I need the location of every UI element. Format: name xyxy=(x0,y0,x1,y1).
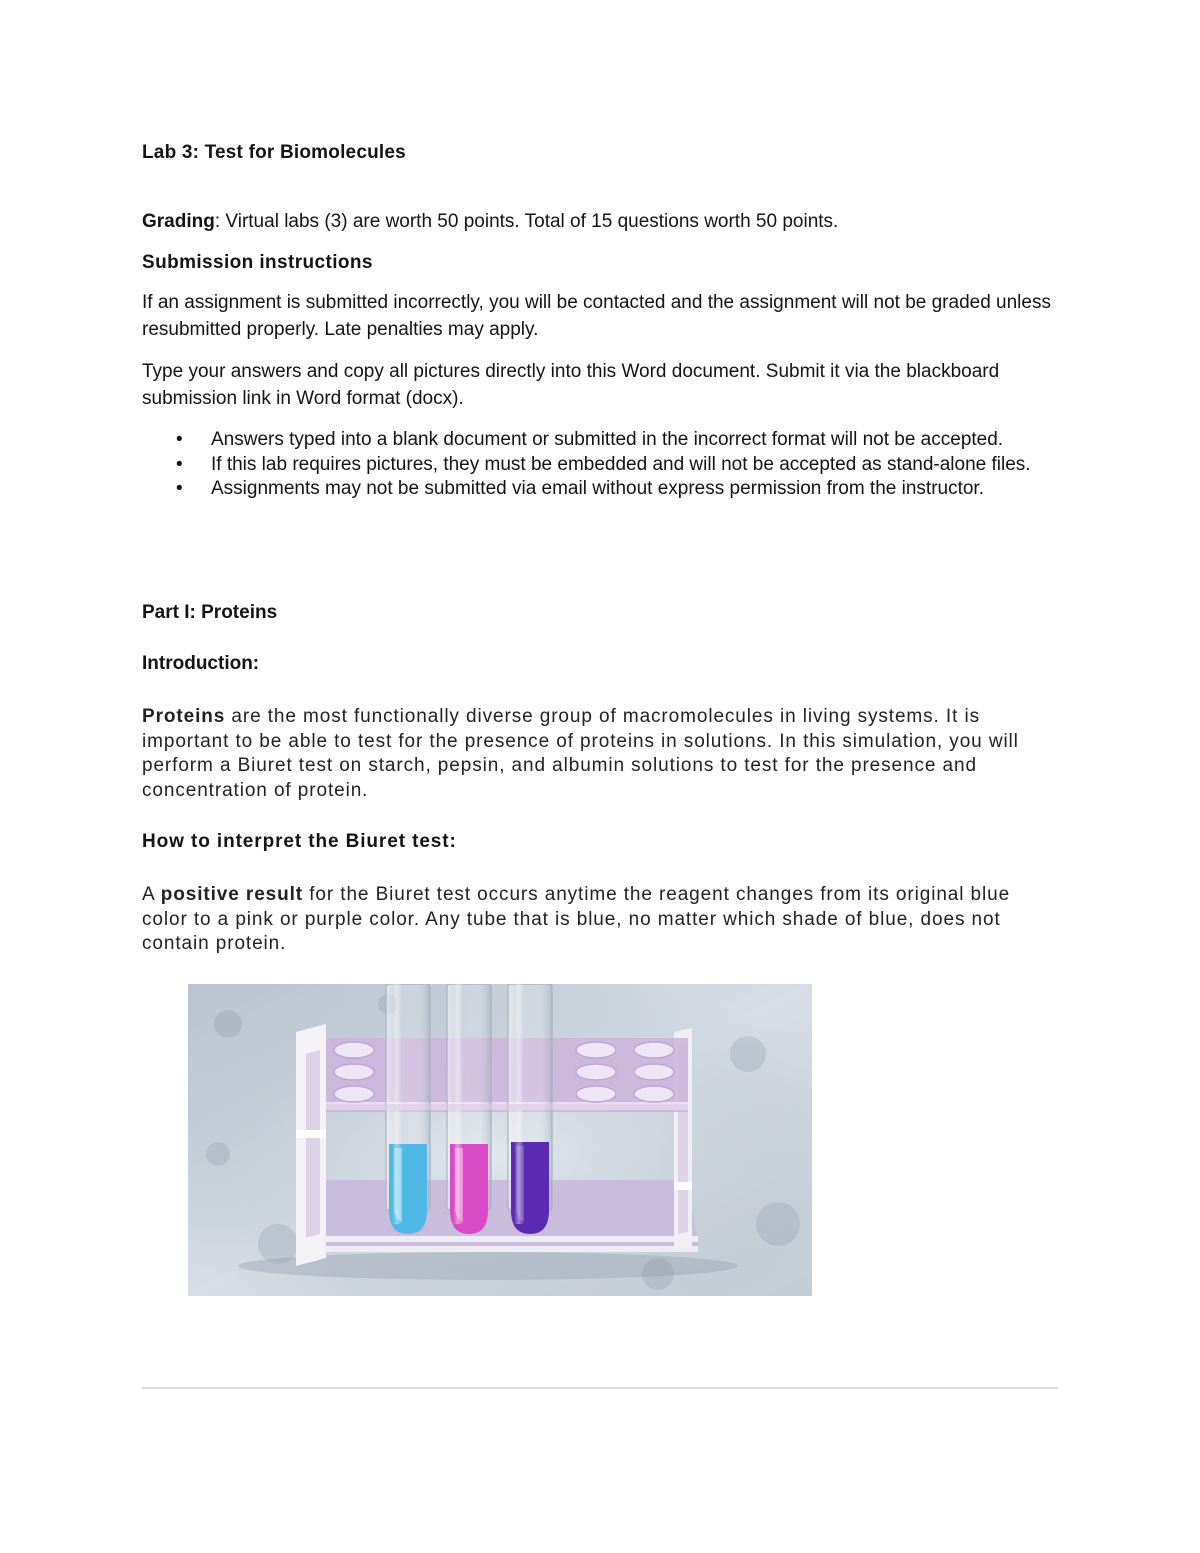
bullet-item xyxy=(142,477,1058,502)
submission-paragraph-2: Type your answers and copy all pictures directly into this Word document. Submit it via the blackboard submission link in Word format (docx). xyxy=(142,361,1000,409)
grading-text: : Virtual labs (3) are worth 50 points. Total of 15 questions worth 50 points. xyxy=(214,211,839,232)
proteins-term: Proteins xyxy=(142,706,226,727)
positive-result-paragraph xyxy=(142,883,1058,957)
introduction-text: are the most functionally diverse group of macromolecules in living systems. It is important to be able to test for the presence of proteins in solutions. In this simulation, you will perform a Biuret test on starch, pepsin, and albumin solutions to test for the presence and concentration of protein. xyxy=(142,706,1019,801)
bullet-dot-icon: • xyxy=(176,453,183,475)
positive-result-term: positive result xyxy=(160,884,304,905)
submission-paragraph-1: If an assignment is submitted incorrectly, you will be contacted and the assignment will not be graded unless resubmitted properly. Late penalties may apply. xyxy=(142,292,1051,340)
submission-heading: Submission instructions xyxy=(142,252,373,273)
grading-label: Grading xyxy=(142,211,215,232)
page-title: Lab 3: Test for Biomolecules xyxy=(142,142,406,163)
positive-result-text: for the Biuret test occurs anytime the reagent changes from its original blue color to a pink or purple color. Any tube that is blue, no matter which shade of blue, does not contain protein. xyxy=(142,884,1011,955)
submission-bullet-list xyxy=(142,428,1058,502)
bullet-dot-icon: • xyxy=(176,478,183,499)
page-divider xyxy=(142,1387,1058,1389)
bullet-item xyxy=(142,428,1058,453)
bullet-item xyxy=(142,453,1058,478)
part1-heading: Part I: Proteins xyxy=(142,602,278,623)
positive-pre: A xyxy=(142,884,161,905)
biuret-interpret-heading: How to interpret the Biuret test: xyxy=(142,831,457,852)
bullet-text: Answers typed into a blank document or submitted in the incorrect format will not be accepted. xyxy=(211,429,1004,450)
grading-paragraph xyxy=(142,209,1058,235)
bullet-text: Assignments may not be submitted via email without express permission from the instructor. xyxy=(211,478,984,499)
introduction-heading: Introduction: xyxy=(142,653,260,674)
bullet-dot-icon: • xyxy=(176,429,183,450)
biuret-test-tubes-image xyxy=(188,984,812,1296)
introduction-paragraph xyxy=(142,705,1058,803)
bullet-text: If this lab requires pictures, they must be embedded and will not be accepted as stand-alone files. xyxy=(211,453,1031,475)
